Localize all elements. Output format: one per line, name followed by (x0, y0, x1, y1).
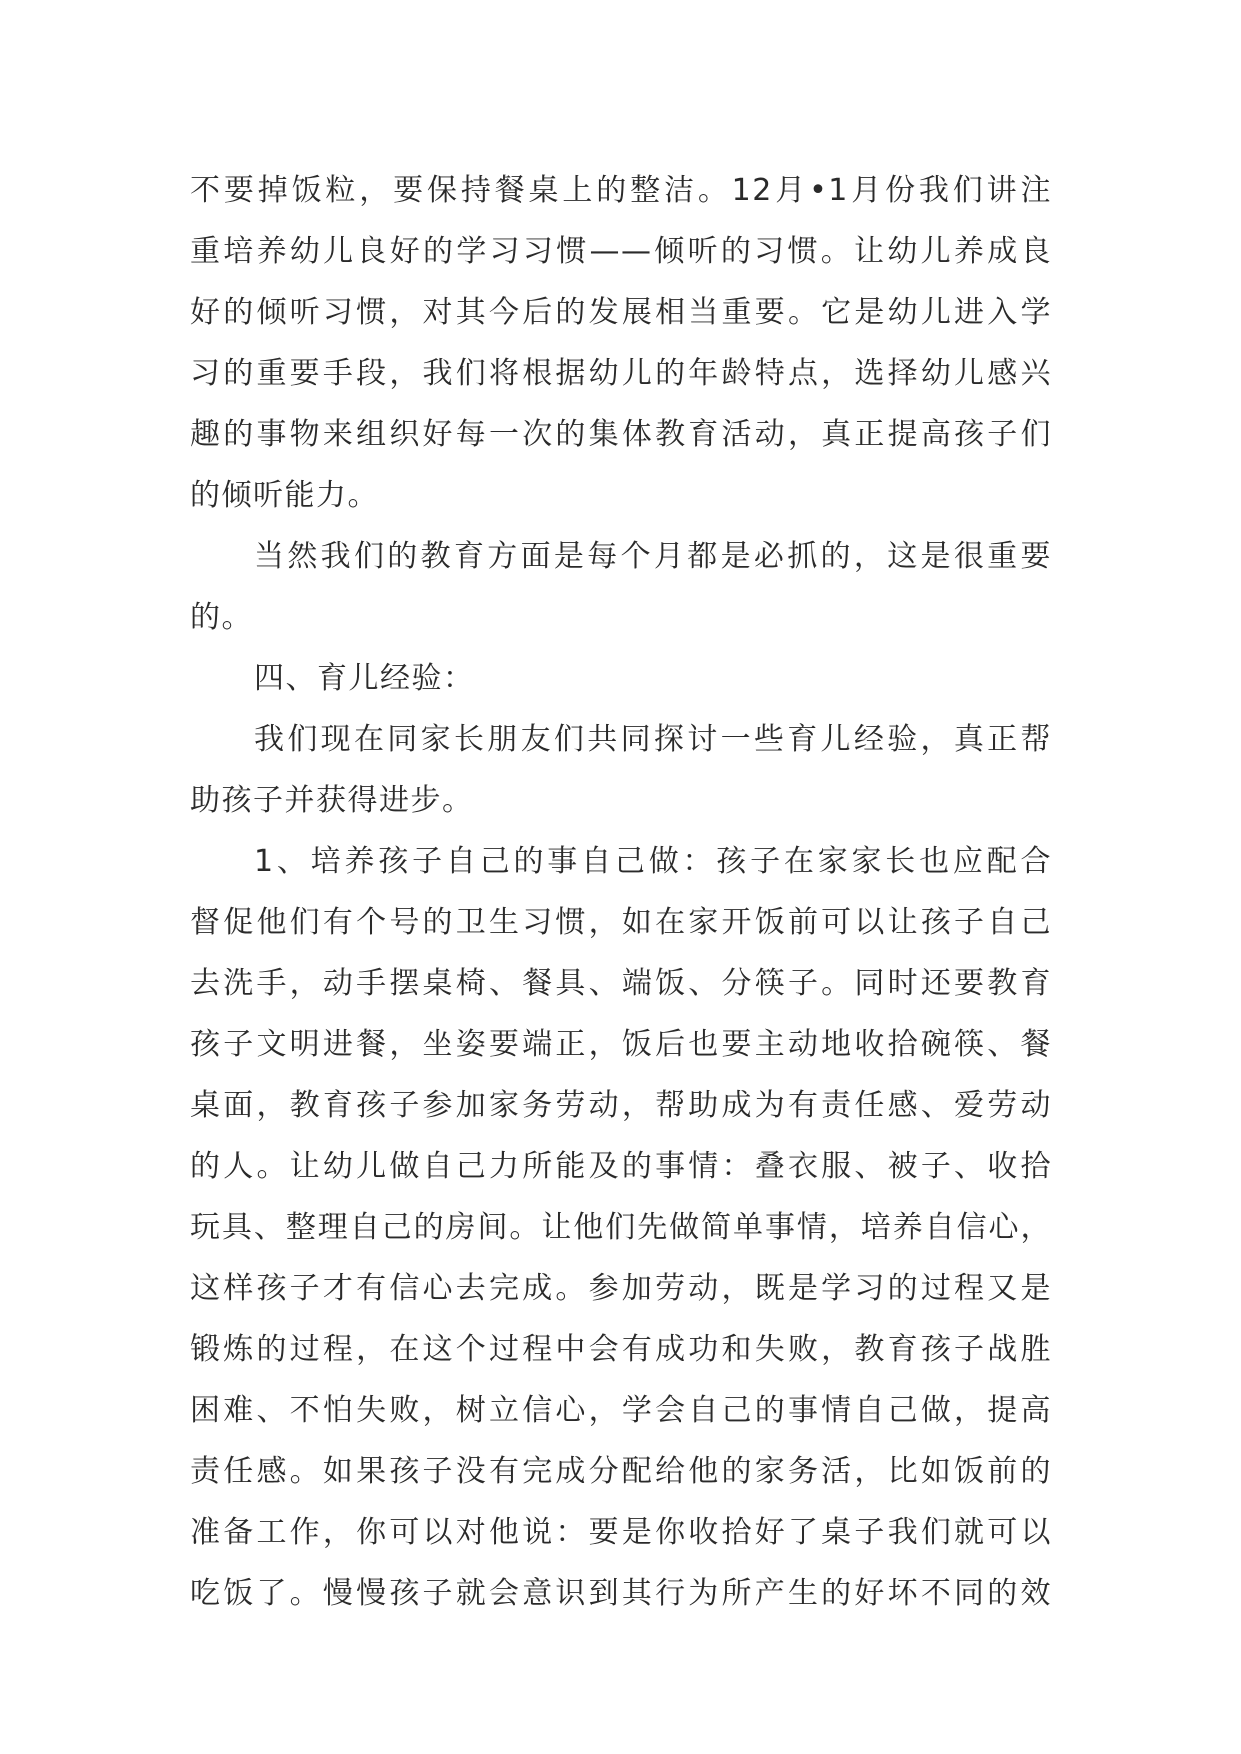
text-line: 责任感。如果孩子没有完成分配给他的家务活，比如饭前的 (190, 1454, 1052, 1489)
text-line: 好的倾听习惯，对其今后的发展相当重要。它是幼儿进入学 (190, 295, 1052, 330)
text-line: 吃饭了。慢慢孩子就会意识到其行为所产生的好坏不同的效 (190, 1576, 1052, 1611)
text-line: 习的重要手段，我们将根据幼儿的年龄特点，选择幼儿感兴 (190, 356, 1052, 391)
text-line: 桌面，教育孩子参加家务劳动，帮助成为有责任感、爱劳动 (190, 1088, 1052, 1123)
paragraph-self-reliance (190, 831, 1052, 1624)
text-line: 的。 (190, 600, 253, 635)
text-line: 的倾听能力。 (190, 478, 379, 513)
section-heading: 四、育儿经验： (254, 661, 475, 696)
text-line: 助孩子并获得进步。 (190, 783, 474, 818)
text-line: 重培养幼儿良好的学习习惯——倾听的习惯。让幼儿养成良 (190, 234, 1052, 269)
paragraph-education-monthly (190, 526, 1052, 648)
text-line: 我们现在同家长朋友们共同探讨一些育儿经验，真正帮 (254, 722, 1052, 757)
text-line: 锻炼的过程，在这个过程中会有成功和失败，教育孩子战胜 (190, 1332, 1052, 1367)
text-line: 准备工作，你可以对他说：要是你收拾好了桌子我们就可以 (190, 1515, 1052, 1550)
text-line: 趣的事物来组织好每一次的集体教育活动，真正提高孩子们 (190, 417, 1052, 452)
document-body (190, 160, 1052, 1624)
text-line: 不要掉饭粒，要保持餐桌上的整洁。12月•1月份我们讲注 (190, 173, 1052, 208)
text-line: 困难、不怕失败，树立信心，学会自己的事情自己做，提高 (190, 1393, 1052, 1428)
text-line: 当然我们的教育方面是每个月都是必抓的，这是很重要 (254, 539, 1052, 574)
text-line: 这样孩子才有信心去完成。参加劳动，既是学习的过程又是 (190, 1271, 1052, 1306)
text-line: 督促他们有个号的卫生习惯，如在家开饭前可以让孩子自己 (190, 905, 1052, 940)
text-line: 1、培养孩子自己的事自己做：孩子在家家长也应配合 (254, 844, 1052, 879)
paragraph-intro (190, 709, 1052, 831)
paragraph-habits (190, 160, 1052, 526)
text-line: 的人。让幼儿做自己力所能及的事情：叠衣服、被子、收拾 (190, 1149, 1052, 1184)
text-line: 去洗手，动手摆桌椅、餐具、端饭、分筷子。同时还要教育 (190, 966, 1052, 1001)
text-line: 孩子文明进餐，坐姿要端正，饭后也要主动地收拾碗筷、餐 (190, 1027, 1052, 1062)
section-heading-parenting-experience (190, 648, 1052, 709)
text-line: 玩具、整理自己的房间。让他们先做简单事情，培养自信心， (190, 1210, 1052, 1245)
